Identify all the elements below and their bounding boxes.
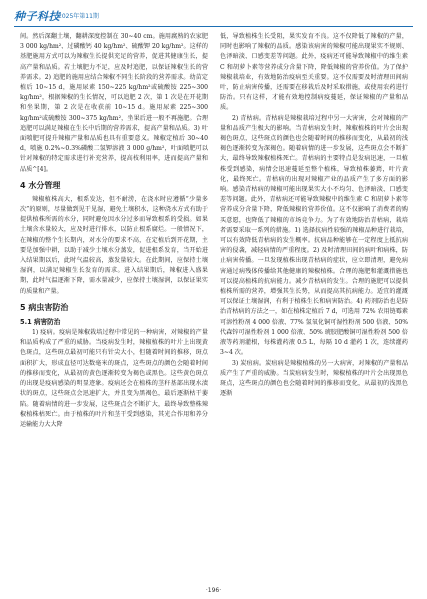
fertilizer-paragraph: 间。然后深翻土壤，翻耕深度控制在 30~40 cm。施用腐熟的农家肥 3 000 kg/hm²、过磷酸钙 40 kg/hm²、硫酸钾 20 kg/hm²。这样的基肥施用方式可以为辣椒生长提供充足的营养，促进其健康生长，提高产量和品质。若土壤肥力不足，应及时追肥，以保证辣椒生长的营养需求。2) 追肥的施用应结合辣椒不同生长阶段的营养需求。幼苗定植后 10~15 d，施用尿素 150~225 kg/hm²或硫酸铵 225~300 kg/hm²，根据辣椒的生长情况，可以追肥 2 次，第 1 次是在开花期和坐果期，第 2 次是在收获前 10~15 d。施用尿素 225~300 kg/hm²或硫酸铵 300~375 kg/hm²，坐果后进一般不再施肥。合理追肥可以满足辣椒在生长中后期的营养需求，提高产量和品质。3) 叶面喷肥可提升辣椒产量和品质也具有重要意义。辣椒定植后 30~40 d，喷施 0.2%~0.3%磷酸二氢钾溶液 3 000 g/hm²，叶面喷肥可以针对辣椒的特定需求进行补充营养，提高枝利用率，进而提高产量和品质^[4]。 [20,33,208,173]
subsection-5-1-heading: 5.1 病害防治 [20,317,61,326]
journal-logo: 种子科技 [14,10,60,23]
anthracnose-paragraph: 3) 炭疽病。炭疽病是辣椒植株的另一大病害，对辣椒的产量和品质产生了严重的威胁。当炭疽病发生时，辣椒植株的叶片会出现黑色斑点，这些斑点的颜色也会随着时间的推移而变化，从最初的浅黑色逐渐 [220,359,408,398]
water-management-paragraph: 辣椒植株高大，根系发达，但不耐涝，在浇水时应遵循“少量多次”的原则，尽量做到见干见湿，避免土壤积水，这种浇水方式有助于提供植株所需的水分，同时避免因水分过多而导致根系的受损。如果土壤含水量较大，应及时进行排水，以防止根系腐烂。一般情况下，在辣椒的整个生长期内，对水分的要求不高，在定植后到开花期，主要是加强中耕，以助于减少土壤水分蒸发，促进根系发育，当开始进入结果期以后，此时气温较高，蒸发量较大。在此期间，应保持土壤湿润，以满足辣椒生长发育的需求。进入结果期后，辣椒进入盛果期，此时气温逐渐下降，需水量减少，应保持土壤湿润，以保证果实的质量和产量。 [20,195,208,295]
blight-continued-paragraph: 低，导致植株生长受阻，果实发育不良。这不仅降低了辣椒的产量，同时也影响了辣椒的品质。感染该病害的辣椒可能出现果实不规则、色泽暗淡、口感变差等问题。此外，疫病还可能导致辣椒中的维生素 C 和胡萝卜素等营养成分含量下降，降低辣椒的营养价值。为了保护辣椒栽培业，有效地防治疫病至关重要。这不仅需要及时清理田间病叶，防止病害传播，还需要在移栽后及时采取措施，或使用农药进行防治。只有这样，才能有效地控制病疫蔓延，保证辣椒的产量和品质。 [220,33,408,112]
bacterial-wilt-paragraph: 2) 青枯病。青枯病是辣椒栽培过程中另一大害害，会对辣椒的产量和品质产生极大的影响。当青枯病发生时，辣椒植株的叶片会出现褐色斑点，这些斑点的颜色也会随着时间的推移而变化，从最初的浅褐色逐渐转变为深褐色。随着病情的进一步发展，这些斑点会不断扩大，最终导致辣椒植株死亡。青枯病的主要特点是发病迅速，一旦植株受到感染，病情会迅速蔓延至整个植株，导致植株萎蔫，叶片黄化，最终死亡。青枯病的出现对辣椒产业的品质产生了多方面的影响。感染青枯病的辣椒可能出现果实大小不均匀、色泽暗淡、口感变差等问题。此外，青枯病还可能导致辣椒中的维生素 C 和胡萝卜素等营养成分含量下降，降低辣椒的营养价值。这不仅影响了消费者的购买意愿，也降低了辣椒的市场竞争力。为了有效地防治青枯病，栽培者需要采取一系列的措施。1) 选择抗病性较强的辣椒品种进行栽培，可以有效降低青枯病的发生概率。抗病品种能够在一定程度上抵抗病害的侵袭，减轻病情的严重程度。2) 及时清理田间的病叶和病株，防止病害传播。一旦发现植株出现青枯病的症状，应立即清理，避免病害通过病残体传播给其他健康的辣椒植株。合理的施肥和灌溉措施也可以提高植株的抗病能力。减少青枯病的发生。合理的施肥可以提供植株所需的营养，增强其生长势，从而提高其抗病能力。适宜的灌溉可以保证土壤湿润，有利于植株生长和病害防治。4) 药剂防治也是防治青枯病的方法之一，如在植株定植后 7 d，可选用 72% 农用链霉素可溶性粉剂 4 000 倍液、77% 氢氧化铜可湿性粉剂 500 倍液、50% 代森锌可湿性粉剂 1 000 倍液、50% 琥胶肥酸铜可湿性粉剂 500 倍液等药剂灌根，每株灌药液 0.5 L，每隔 10 d 灌药 1 次，连续灌药 3~4 次。 [220,114,408,357]
right-column [220,32,408,584]
section-4-heading: 4 水分管理 [20,180,61,190]
issue-label: 2025年第11期 [58,13,99,20]
journal-header [14,8,413,27]
blight-paragraph: 1) 疫病。疫病是辣椒栽培过程中常见的一种病害，对辣椒的产量和品质构成了严重的威胁。当疫病发生时，辣椒植株的叶片上出现黄色斑点，这些斑点最初可能只有针尖大小，但随着时间的推移，斑点面积扩大，形成直径可达数毫米的斑点，这些斑点的颜色会随着时间的推移而变化，从最初的黄色逐渐转变为褐色或黑色。这些黄色斑点的出现是疫病感染的明显迹象。疫病还会在植株的茎秆基部出现水渍状的斑点，这些斑点会迅速扩大，并且变为黑褐色，最后逐渐枯干萎陷。随着病情的进一步发展，这些斑点会不断扩大，最终导致整株辣椒植株枯死亡。由于植株的叶片和茎干受到感染，其光合作用和养分运输能力大大降 [20,329,208,428]
section-5-heading: 5 病虫害防治 [20,302,69,312]
left-column [20,32,208,584]
page-number: ·196· [205,587,222,594]
